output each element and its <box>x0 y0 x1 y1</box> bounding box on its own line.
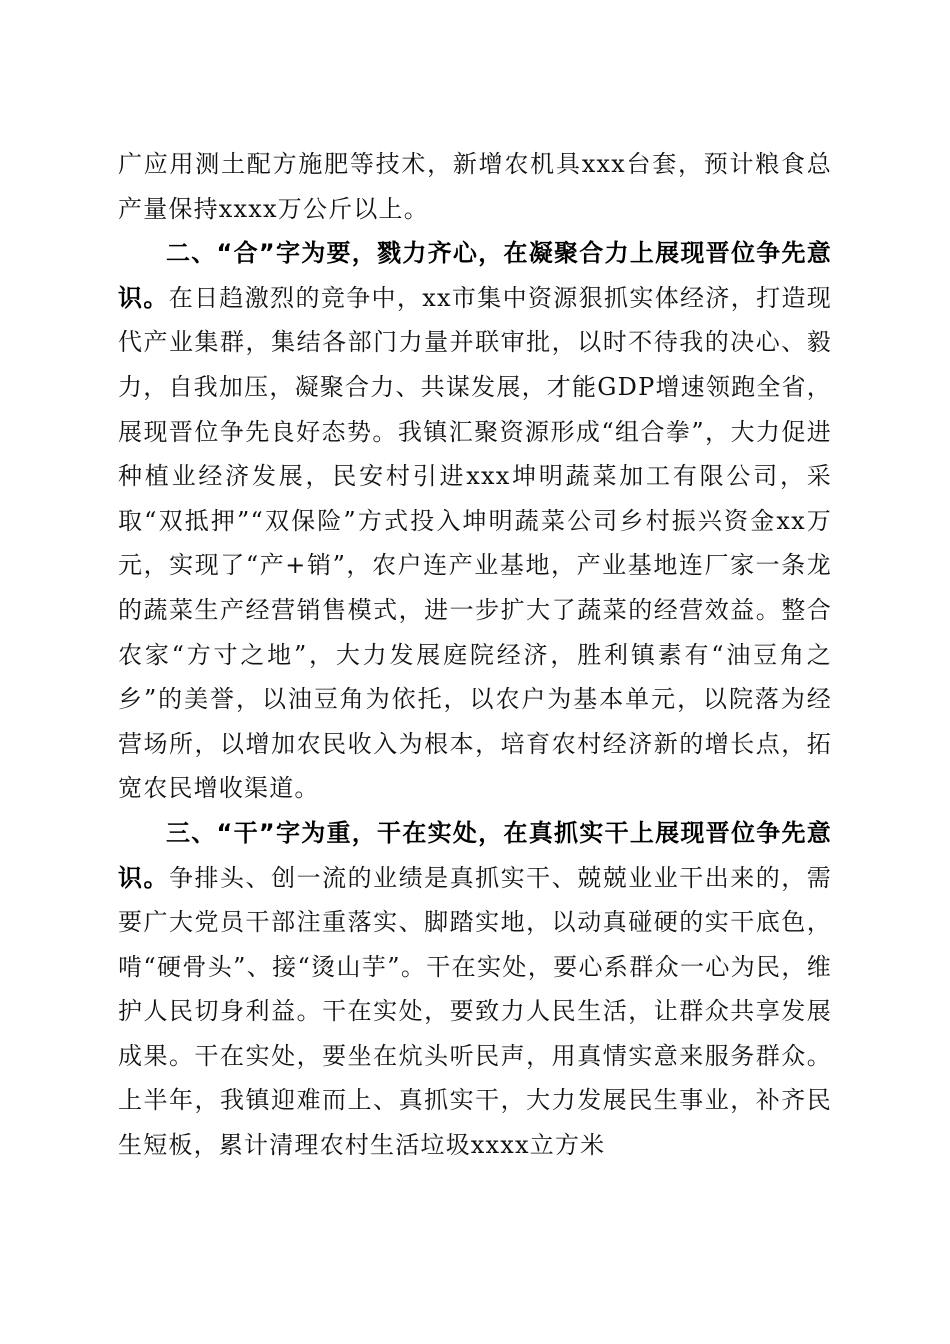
paragraph-text: 争排头、创一流的业绩是真抓实干、兢兢业业干出来的，需要广大党员干部注重落实、脚踏实地，以动真碰硬的实干底色，啃“硬骨头”、接“烫山芋”。干在实处，要心系群众一心为民，维护人民切身利益。干在实处，要致力人民生活，让群众共享发展成果。干在实处，要坐在炕头听民声，用真情实意来服务群众。上半年，我镇迎难而上、真抓实干，大力发展民生事业，补齐民生短板，累计清理农村生活垃圾xxxx立方米 <box>118 863 832 1160</box>
paragraph-text: 广应用测土配方施肥等技术，新增农机具xxx台套，预计粮食总产量保持xxxx万公斤以上。 <box>118 150 832 223</box>
paragraph-text: 在日趋激烈的竞争中，xx市集中资源狠抓实体经济，打造现代产业集群，集结各部门力量并联审批，以时不待我的决心、毅力，自我加压，凝聚合力、共谋发展，才能GDP增速领跑全省，展现晋位争先良好态势。我镇汇聚资源形成“组合拳”，大力促进种植业经济发展，民安村引进xxx坤明蔬菜加工有限公司，采取“双抵押”“双保险”方式投入坤明蔬菜公司乡村振兴资金xx万元，实现了“产+销”，农户连产业基地，产业基地连厂家一条龙的蔬菜生产经营销售模式，进一步扩大了蔬菜的经营效益。整合农家“方寸之地”，大力发展庭院经济，胜利镇素有“油豆角之乡”的美誉，以油豆角为依托，以农户为基本单元，以院落为经营场所，以增加农民收入为根本，培育农村经济新的增长点，拓宽农民增收渠道。 <box>118 283 833 803</box>
paragraph-continued <box>118 142 832 231</box>
paragraph-section-two <box>118 231 832 811</box>
section-heading: 三、“干”字为重，干在实处，在真抓实干上展现晋位争先意识。 <box>118 818 832 892</box>
paragraph-section-three <box>118 811 832 1168</box>
section-heading: 二、“合”字为要，戮力齐心，在凝聚合力上展现晋位争先意识。 <box>118 239 832 312</box>
document-body <box>118 142 832 1168</box>
